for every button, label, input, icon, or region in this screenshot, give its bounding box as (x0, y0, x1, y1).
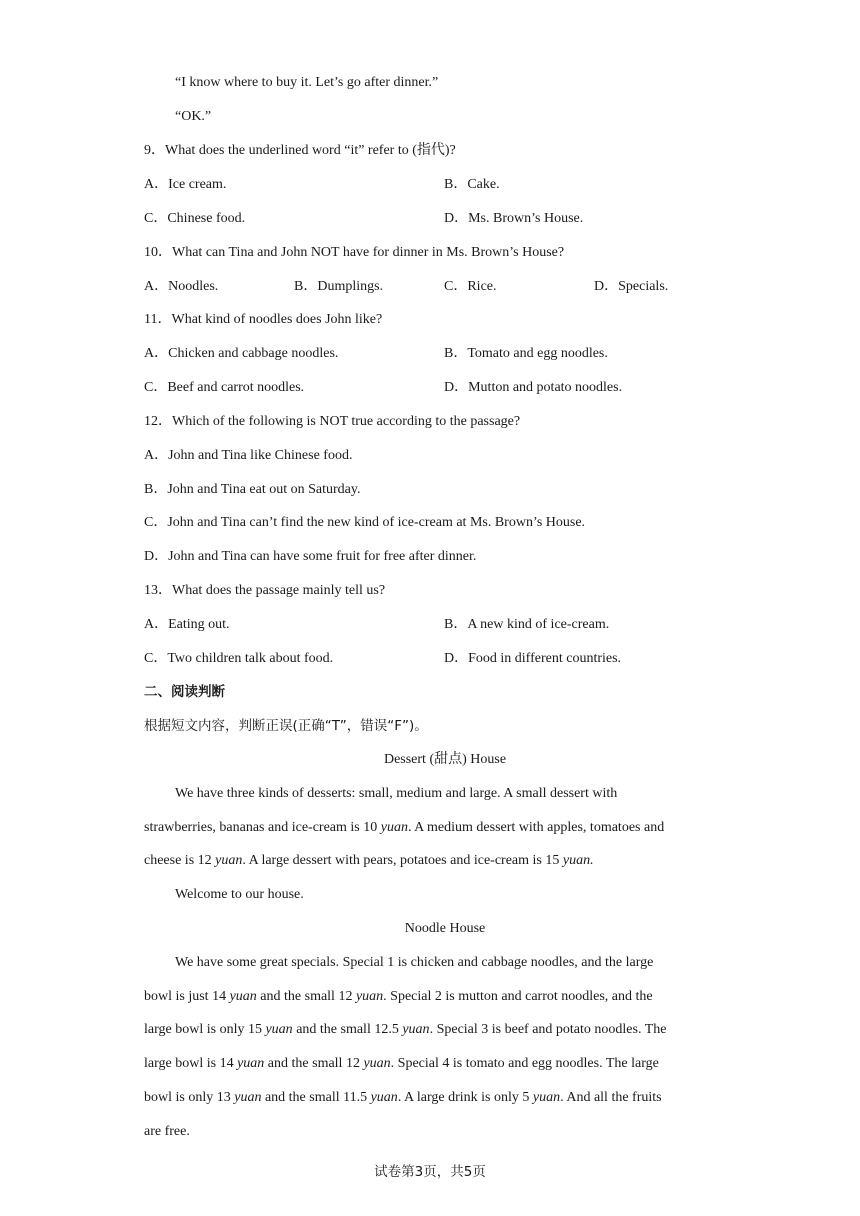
question-stem: 13．What does the passage mainly tell us? (144, 583, 386, 598)
option: A．Eating out. (144, 617, 230, 632)
section-instruction: 根据短文内容，判断正误(正确“T”，错误“F”)。 (144, 718, 428, 734)
option: A．Ice cream. (144, 177, 227, 192)
option: A．Chicken and cabbage noodles. (144, 346, 339, 361)
option: A．John and Tina like Chinese food. (144, 448, 353, 463)
option: B．A new kind of ice-cream. (444, 617, 610, 632)
paragraph-line: bowl is only 13 yuan and the small 11.5 yuan. A large drink is only 5 yuan. And all the fruits (144, 1090, 662, 1105)
option: B．Tomato and egg noodles. (444, 346, 608, 361)
paragraph-line: cheese is 12 yuan. A large dessert with pears, potatoes and ice-cream is 15 yuan. (144, 853, 594, 868)
paragraph-line: strawberries, bananas and ice-cream is 10 yuan. A medium dessert with apples, tomatoes and (144, 820, 665, 835)
option: C．Beef and carrot noodles. (144, 380, 305, 395)
option: B．Cake. (444, 177, 500, 192)
dialogue-line: “I know where to buy it. Let’s go after dinner.” (175, 75, 439, 90)
question-stem: 11．What kind of noodles does John like? (144, 312, 383, 327)
paragraph-line: are free. (144, 1124, 190, 1139)
passage-title: Noodle House (404, 921, 486, 936)
paragraph-line: large bowl is only 15 yuan and the small 12.5 yuan. Special 3 is beef and potato noodles. The (144, 1022, 667, 1037)
option: A．Noodles. (144, 279, 219, 294)
option: D．John and Tina can have some fruit for free after dinner. (144, 549, 477, 564)
question-stem: 9．What does the underlined word “it” refer to (指代)? (144, 143, 456, 158)
dialogue-line: “OK.” (175, 109, 212, 124)
paragraph-line: bowl is just 14 yuan and the small 12 yuan. Special 2 is mutton and carrot noodles, and the (144, 989, 653, 1004)
paragraph-line: We have three kinds of desserts: small, medium and large. A small dessert with (175, 786, 618, 801)
section-heading: 二、阅读判断 (144, 684, 225, 700)
page-footer: 试卷第3页，共5页 (374, 1164, 486, 1180)
paragraph-line: We have some great specials. Special 1 is chicken and cabbage noodles, and the large (175, 955, 654, 970)
paragraph-line: Welcome to our house. (175, 887, 304, 902)
paragraph-line: large bowl is 14 yuan and the small 12 yuan. Special 4 is tomato and egg noodles. The large (144, 1056, 659, 1071)
option: C．Two children talk about food. (144, 651, 334, 666)
option: B．John and Tina eat out on Saturday. (144, 482, 361, 497)
option: D．Ms. Brown’s House. (444, 211, 584, 226)
option: B．Dumplings. (294, 279, 384, 294)
option: D．Specials. (594, 279, 669, 294)
option: C．Rice. (444, 279, 497, 294)
passage-title: Dessert (甜点) House (383, 752, 507, 767)
option: C．John and Tina can’t find the new kind of ice-cream at Ms. Brown’s House. (144, 515, 586, 530)
question-stem: 10．What can Tina and John NOT have for dinner in Ms. Brown’s House? (144, 245, 565, 260)
option: C．Chinese food. (144, 211, 246, 226)
option: D．Mutton and potato noodles. (444, 380, 623, 395)
option: D．Food in different countries. (444, 651, 622, 666)
question-stem: 12．Which of the following is NOT true according to the passage? (144, 414, 521, 429)
